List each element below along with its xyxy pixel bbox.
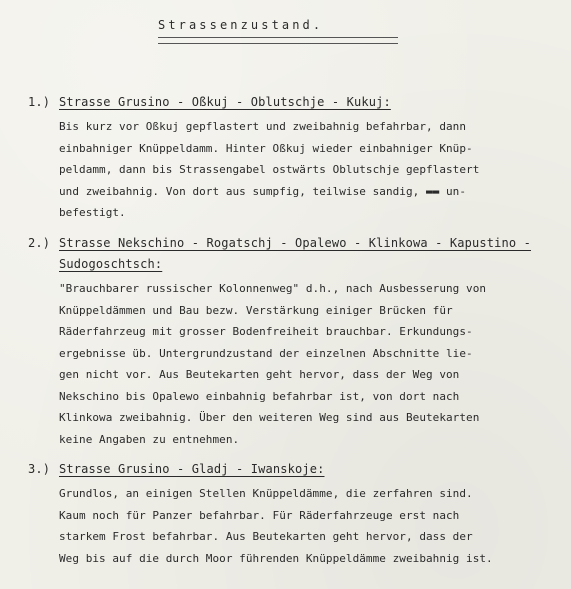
- text-line: Klinkowa zweibahnig. Über den weiteren Weg sind aus Beutekarten: [59, 411, 480, 424]
- text-line: Kaum noch für Panzer befahrbar. Für Räderfahrzeuge erst nach: [59, 508, 460, 522]
- text-line: Räderfahrzeug mit grosser Bodenfreiheit brauchbar. Erkundungs-: [59, 325, 473, 338]
- section-number: 1.): [28, 95, 51, 109]
- section-2: [28, 233, 563, 450]
- section-heading: [28, 92, 563, 113]
- section-heading-continued: [28, 254, 563, 275]
- text-line: keine Angaben zu entnehmen.: [59, 432, 240, 446]
- section-number: 2.): [28, 236, 51, 250]
- text-line: Grundlos, an einigen Stellen Knüppeldämme, die zerfahren sind.: [59, 487, 473, 500]
- text-line: Bis kurz vor Oßkuj gepflastert und zweibahnig befahrbar, dann: [59, 120, 467, 133]
- section-title: Strasse Nekschino - Rogatschj - Opalewo - Klinkowa - Kapustino -: [59, 236, 531, 250]
- text-line: Weg bis auf die durch Moor führenden Knüppeldämme zweibahnig ist.: [59, 551, 493, 565]
- section-title: Strasse Grusino - Gladj - Iwanskoje:: [59, 462, 325, 476]
- text-line: Nekschino bis Opalewo einbahnig befahrbar ist, von dort nach: [59, 389, 460, 403]
- text-line: einbahniger Knüppeldamm. Hinter Oßkuj wieder einbahniger Knüp-: [59, 141, 473, 155]
- text-line: ergebnisse üb. Untergrundzustand der einzelnen Abschnitte lie-: [59, 346, 473, 360]
- section-body: [28, 483, 563, 569]
- page-title: Strassenzustand.: [158, 18, 324, 32]
- text-line: starkem Frost befahrbar. Aus Beutekarten geht hervor, dass der: [59, 530, 473, 543]
- text-line: befestigt.: [59, 206, 126, 219]
- section-1: [28, 92, 563, 224]
- text-line: "Brauchbarer russischer Kolonnenweg" d.h., nach Ausbesserung von: [59, 282, 487, 295]
- section-number: 3.): [28, 462, 51, 476]
- title-double-underline: [158, 37, 398, 44]
- section-title-continued: Sudogoschtsch:: [59, 257, 163, 271]
- text-line: peldamm, dann bis Strassengabel ostwärts Oblutschje gepflastert: [59, 163, 480, 176]
- text-line: Knüppeldämmen und Bau bezw. Verstärkung einiger Brücken für: [59, 303, 453, 317]
- text-line: gen nicht vor. Aus Beutekarten geht hervor, dass der Weg von: [59, 368, 460, 381]
- section-title: Strasse Grusino - Oßkuj - Oblutschje - Kukuj:: [59, 95, 391, 109]
- section-3: [28, 459, 563, 569]
- section-heading: [28, 459, 563, 480]
- section-body: [28, 278, 563, 450]
- section-body: [28, 116, 563, 224]
- section-heading: [28, 233, 563, 254]
- text-line: und zweibahnig. Von dort aus sumpfig, teilwise sandig, ▬▬ un-: [59, 184, 467, 198]
